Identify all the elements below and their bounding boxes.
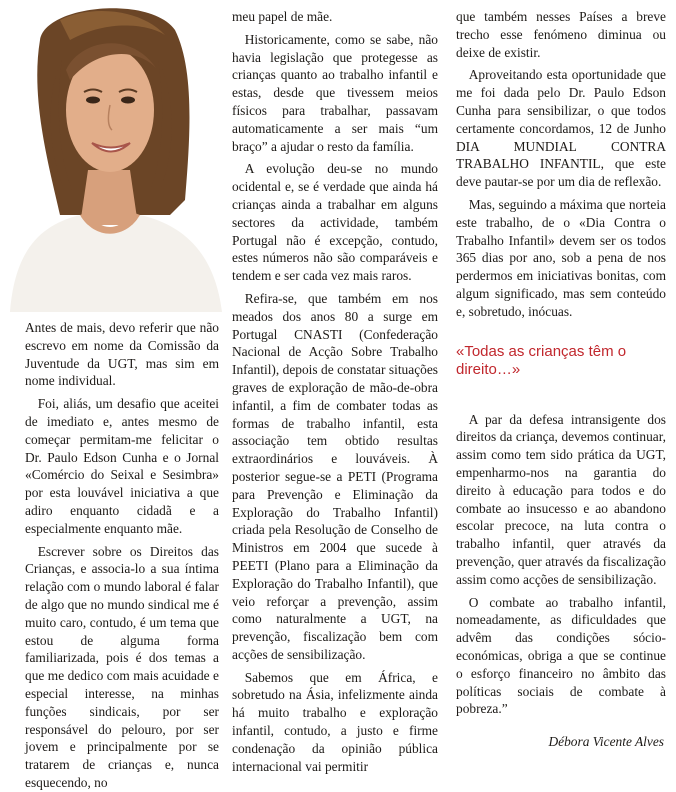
column-2	[232, 8, 438, 775]
column-1-text	[25, 319, 219, 792]
paragraph: que também nesses Países a breve trecho esse fenómeno diminua ou deixe de existir.	[456, 9, 666, 60]
paragraph: Historicamente, como se sabe, não havia legislação que protegesse as crianças quanto ao trabalho infantil e estas, desde que tivessem meios físicos para trabalhar, passavam automaticamente a ser mais “um braço” a ajudar o resto da família.	[232, 31, 438, 154]
paragraph: Foi, aliás, um desafio que aceitei de imediato e, antes mesmo de começar permitam-me felicitar o Dr. Paulo Edson Cunha e o Jornal «Comércio do Seixal e Sesimbra» por esta louvável iniciativa a que adiro enquanto cidadã e a especialmente enquanto mãe.	[25, 396, 219, 536]
paragraph: A evolução deu-se no mundo ocidental e, se é verdade que ainda há crianças ainda a trabalhar em alguns sectores da actividade, também Portugal não é excepção, contudo, estes números não são comparáveis e tendem e ser cada vez mais raros.	[232, 161, 438, 284]
paragraph: Antes de mais, devo referir que não escrevo em nome da Comissão da Juventude da UGT, mas sim em nome individual.	[25, 320, 219, 389]
paragraph: O combate ao trabalho infantil, nomeadamente, as dificuldades que advêm das condições sócio-económicas, obriga a que se continue o esforço financeiro no âmbito das políticas sociais de combate à pobreza.”	[456, 594, 666, 717]
paragraph: Refira-se, que também em nos meados dos anos 80 a surge em Portugal CNASTI (Confederação Nacional de Acção Sobre Trabalho Infantil), depois de constatar situações graves de exploração de mão-de-obra infantil, a fim de combater todas as formas de trabalho infantil, esta associação tem obtido resultas extraordinários e louváveis. À posterior segue-se a PETI (Programa para Prevenção e Eliminação da Exploração do Trabalho Infantil) criada pela Resolução de Conselho de Ministros em 2004 que sucede à PEETI (Plano para a Eliminação da Exploração do Trabalho Infantil), que veio reforçar a prevenção, assim como naturalmente a UGT, na prevenção, fiscalização bem com acções de sensibilização.	[232, 290, 438, 662]
author-photo	[0, 0, 224, 312]
paragraph: Mas, seguindo a máxima que norteia este trabalho, de o «Dia Contra o Trabalho Infantil» devem ser os todos 365 dias por ano, sob a pena de nos perdermos em iniciativas bonitas, com algum significado, mas sem conteúdo e, sobretudo, inócuas.	[456, 196, 666, 319]
paragraph: Aproveitando esta oportunidade que me foi dada pelo Dr. Paulo Edson Cunha para sensibilizar, o que todos certamente concordamos, 12 de Junho DIA MUNDIAL CONTRA TRABALHO INFANTIL, que este deve pautar-se por um dia de reflexão.	[456, 67, 666, 190]
paragraph: A par da defesa intransigente dos direitos da criança, devemos continuar, assim como tem sido prática da UGT, empenharmo-nos na garantia do direito à educação para todos e do combate ao insucesso e ao abandono escolar precoce, na luta contra o trabalho infantil, quer através da prevenção, quer através da fiscalização assim como acções de sensibilização.	[456, 411, 666, 587]
author-signature: Débora Vicente Alves	[548, 734, 664, 749]
paragraph: Escrever sobre os Direitos das Crianças, e associa-lo a sua íntima relação com o mundo laboral é falar de algo que no mundo sindical me é muito caro, contudo, é um tema que estou de alguma forma familiarizada, pois é dos temas a que me dedico com mais acuidade e especial interesse, na minhas funções sindicais, por ser responsável do pelouro, por ser jovem e principalmente por se tratarem de crianças e, nunca esquecendo, no	[25, 543, 219, 790]
pull-quote: «Todas as crianças têm o direito…»	[456, 342, 627, 378]
paragraph: meu papel de mãe.	[232, 9, 333, 24]
column-3	[456, 8, 666, 718]
author-portrait-image	[0, 0, 224, 312]
paragraph: Sabemos que em África, e sobretudo na Ásia, infelizmente ainda há muito trabalho e exploração infantil, contudo, a justo e firme condenação da opinião pública internacional vai permitir	[232, 669, 438, 774]
